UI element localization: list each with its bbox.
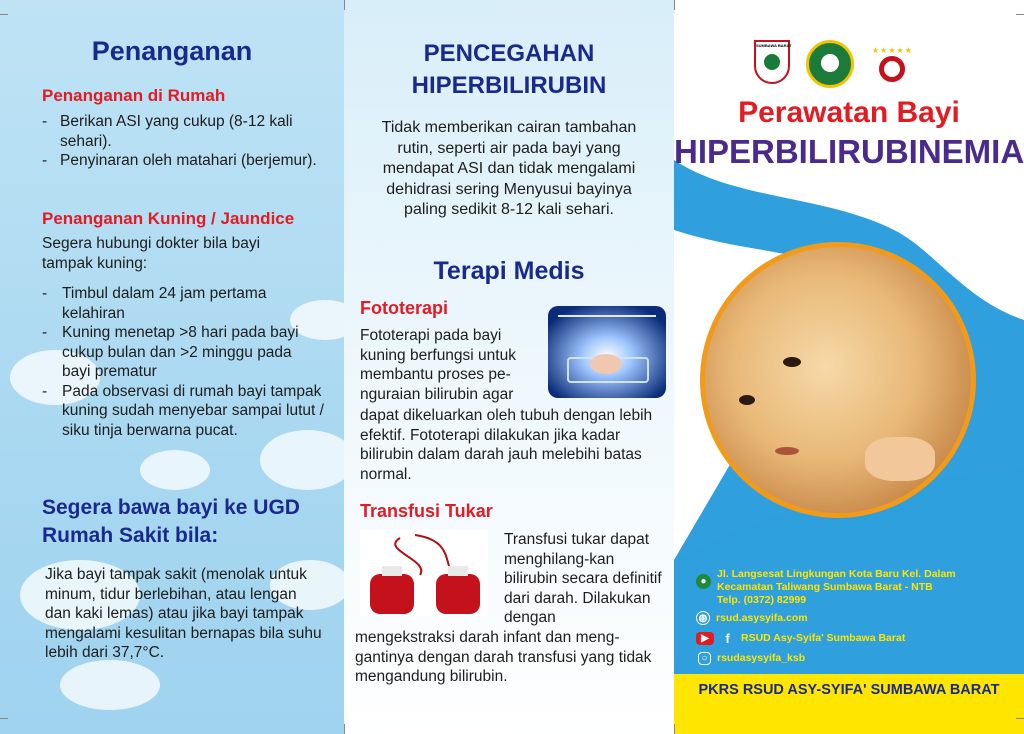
- hospital-logo: [806, 40, 854, 88]
- phototherapy-image: [548, 306, 666, 398]
- website-link[interactable]: rsud.asysyifa.com: [716, 611, 808, 624]
- accreditation-logo: [872, 46, 912, 86]
- phototherapy-heading: Fototerapi: [360, 298, 448, 318]
- contact-block: [696, 568, 1016, 665]
- crop-mark: [674, 0, 675, 10]
- prevention-title: [344, 38, 674, 102]
- globe-icon: ◍: [696, 611, 710, 625]
- address-line1: Jl. Langsesat Lingkungan Kota Baru Kel. Dalam: [717, 568, 956, 580]
- prevention-text: Tidak memberikan cairan tambahan rutin, seperti air pada bayi yang mendapat ASI dan tidak mengalami dehidrasi sering Menyusui bayinya paling sedikit 8-12 kali sehari.: [381, 119, 637, 218]
- crop-mark: [1016, 718, 1024, 719]
- phototherapy-text-full: dapat dikeluarkan oleh tubuh dengan lebih efektif. Fototerapi dilakukan jika kadar bilirubin dalam darah jauh melebihi batas normal.: [360, 407, 653, 483]
- baby-hand-icon: [865, 437, 935, 481]
- prevention-title-line1: PENCEGAHAN: [423, 40, 595, 67]
- crop-mark: [674, 724, 675, 734]
- jaundice-heading: Penanganan Kuning / Jaundice: [42, 209, 295, 228]
- panel-treatment: [0, 0, 344, 734]
- regency-emblem-icon: [764, 54, 780, 70]
- baby-eye-left-icon: [783, 357, 801, 367]
- blood-bag-image: [360, 530, 488, 616]
- phototherapy-text-wrap: Fototerapi pada bayi kuning berfungsi untuk membantu proses pe-nguraian bilirubin agar: [360, 327, 516, 403]
- cover-title-line1: Perawatan Bayi: [738, 96, 960, 129]
- jaundice-list: [42, 284, 324, 440]
- crop-mark: [344, 0, 345, 10]
- list-item: - Kuning menetap >8 hari pada bayi cukup bulan dan >2 minggu pada bayi prematur: [42, 323, 324, 382]
- crop-mark: [344, 724, 345, 734]
- crop-mark: [0, 718, 8, 719]
- ugd-text: Jika bayi tampak sakit (menolak untuk minum, tidur berlebihan, atau lengan dan kaki lemas) atau jika bayi tampak mengalami kesulitan bernapas bila suhu lebih dari 37,7°C.: [45, 566, 322, 661]
- instagram-icon: ○: [698, 652, 711, 665]
- baby-photo: [700, 242, 976, 518]
- baby-mouth-icon: [775, 447, 799, 455]
- home-treatment-list: [42, 112, 332, 171]
- stars-icon: ★★★★★: [872, 46, 913, 55]
- jaundice-intro: Segera hubungi dokter bila bayi tampak kuning:: [42, 235, 261, 272]
- list-item: - Berikan ASI yang cukup (8-12 kali sehari).: [42, 112, 332, 151]
- transfusion-text-wrap: Transfusi tukar dapat menghilang-kan bilirubin secara definitif dari darah. Dilakukan dengan: [504, 531, 662, 626]
- facebook-icon: f: [725, 631, 730, 646]
- location-pin-icon: ●: [696, 574, 711, 589]
- baby-eye-right-icon: [739, 395, 755, 405]
- regency-logo-label: SUMBAWA BARAT: [756, 43, 792, 48]
- crescent-icon: [821, 54, 839, 72]
- transfusion-text-full: mengekstraksi darah infant dan meng-gantinya dengan darah transfusi yang tidak mengandung bilirubin.: [355, 629, 652, 685]
- transfusion-heading: Transfusi Tukar: [360, 501, 493, 521]
- instagram-link[interactable]: rsudasysyifa_ksb: [717, 652, 806, 664]
- treatment-title: Penanganan: [91, 36, 253, 66]
- footer-banner: PKRS RSUD ASY-SYIFA' SUMBAWA BARAT: [698, 682, 1000, 698]
- home-treatment-heading: Penanganan di Rumah: [42, 86, 226, 105]
- accreditation-ring-icon: [879, 56, 905, 82]
- cover-title-line2: HIPERBILIRUBINEMIA: [674, 133, 1024, 170]
- phone-number: Telp. (0372) 82999: [717, 594, 807, 606]
- panel-prevention: [344, 0, 674, 734]
- list-item: - Penyinaran oleh matahari (berjemur).: [42, 151, 332, 171]
- crop-mark: [0, 14, 8, 15]
- therapy-title: Terapi Medis: [433, 257, 585, 285]
- list-item: - Pada observasi di rumah bayi tampak kuning sudah menyebar sampai lutut / siku tinja berwarna pucat.: [42, 382, 324, 441]
- youtube-icon: ▶: [696, 632, 714, 645]
- social-link[interactable]: RSUD Asy-Syifa' Sumbawa Barat: [741, 632, 906, 644]
- prevention-title-line2: HIPERBILIRUBIN: [411, 72, 607, 99]
- crop-mark: [1016, 14, 1024, 15]
- address-line2: Kecamatan Taliwang Sumbawa Barat - NTB: [717, 581, 933, 593]
- ugd-heading: Segera bawa bayi ke UGD Rumah Sakit bila:: [42, 496, 300, 547]
- panel-cover: [674, 0, 1024, 734]
- list-item: - Timbul dalam 24 jam pertama kelahiran: [42, 284, 324, 323]
- regency-logo: [754, 40, 790, 84]
